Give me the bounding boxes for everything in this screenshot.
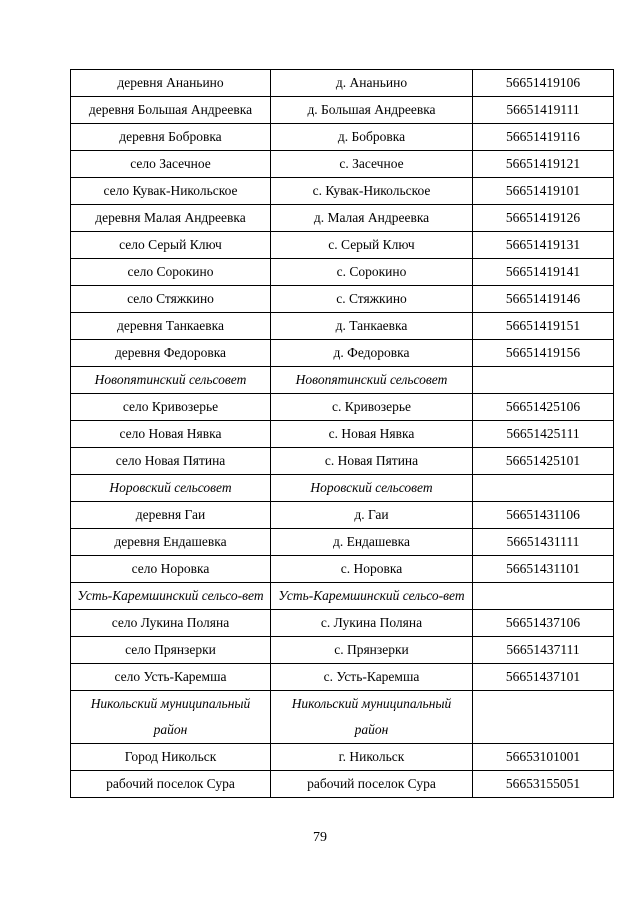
short-name-cell: д. Федоровка xyxy=(271,340,473,367)
name-cell: село Норовка xyxy=(71,556,271,583)
table-row xyxy=(71,744,614,771)
name-cell: деревня Бобровка xyxy=(71,124,271,151)
code-cell: 56651425111 xyxy=(473,421,614,448)
name-cell: село Кувак-Никольское xyxy=(71,178,271,205)
name-cell: Норовский сельсовет xyxy=(71,475,271,502)
code-cell: 56651419116 xyxy=(473,124,614,151)
table-row xyxy=(71,637,614,664)
code-cell xyxy=(473,475,614,502)
short-name-cell: с. Серый Ключ xyxy=(271,232,473,259)
code-cell: 56651419131 xyxy=(473,232,614,259)
short-name-cell: с. Усть-Каремша xyxy=(271,664,473,691)
name-cell: деревня Малая Андреевка xyxy=(71,205,271,232)
name-cell: село Кривозерье xyxy=(71,394,271,421)
code-cell: 56651419106 xyxy=(473,70,614,97)
table-row xyxy=(71,421,614,448)
short-name-cell: с. Кривозерье xyxy=(271,394,473,421)
short-name-cell: с. Стяжкино xyxy=(271,286,473,313)
name-cell: Город Никольск xyxy=(71,744,271,771)
name-cell: село Новая Пятина xyxy=(71,448,271,475)
code-cell: 56651431106 xyxy=(473,502,614,529)
short-name-cell: с. Засечное xyxy=(271,151,473,178)
name-cell: рабочий поселок Сура xyxy=(71,771,271,798)
code-cell: 56651419126 xyxy=(473,205,614,232)
settlement-table xyxy=(70,69,614,798)
table-row xyxy=(71,70,614,97)
short-name-cell: с. Кувак-Никольское xyxy=(271,178,473,205)
table-row xyxy=(71,340,614,367)
name-cell: деревня Ендашевка xyxy=(71,529,271,556)
code-cell: 56651431111 xyxy=(473,529,614,556)
table-row xyxy=(71,529,614,556)
table-row xyxy=(71,286,614,313)
name-cell: деревня Ананьино xyxy=(71,70,271,97)
short-name-cell: д. Ананьино xyxy=(271,70,473,97)
short-name-cell: д. Ендашевка xyxy=(271,529,473,556)
name-cell: село Сорокино xyxy=(71,259,271,286)
short-name-cell: с. Сорокино xyxy=(271,259,473,286)
name-cell: село Засечное xyxy=(71,151,271,178)
short-name-cell: д. Бобровка xyxy=(271,124,473,151)
short-name-cell: Норовский сельсовет xyxy=(271,475,473,502)
name-cell: село Усть-Каремша xyxy=(71,664,271,691)
table-row xyxy=(71,771,614,798)
name-cell: Усть-Каремшинский сельсо-вет xyxy=(71,583,271,610)
short-name-cell: д. Большая Андреевка xyxy=(271,97,473,124)
short-name-cell: с. Прянзерки xyxy=(271,637,473,664)
code-cell: 56651419121 xyxy=(473,151,614,178)
table-row xyxy=(71,556,614,583)
code-cell: 56651419141 xyxy=(473,259,614,286)
code-cell xyxy=(473,691,614,744)
table-row xyxy=(71,178,614,205)
section-row xyxy=(71,367,614,394)
short-name-cell: с. Норовка xyxy=(271,556,473,583)
table-row xyxy=(71,664,614,691)
short-name-cell: Новопятинский сельсовет xyxy=(271,367,473,394)
section-row xyxy=(71,475,614,502)
code-cell: 56653155051 xyxy=(473,771,614,798)
code-cell xyxy=(473,583,614,610)
name-cell: деревня Федоровка xyxy=(71,340,271,367)
code-cell: 56651419156 xyxy=(473,340,614,367)
table-row xyxy=(71,259,614,286)
page-number: 79 xyxy=(313,830,327,845)
table-row xyxy=(71,97,614,124)
short-name-cell: с. Лукина Поляна xyxy=(271,610,473,637)
short-name-cell: с. Новая Нявка xyxy=(271,421,473,448)
short-name-cell: Никольский муниципальный район xyxy=(271,691,473,744)
code-cell: 56651419101 xyxy=(473,178,614,205)
code-cell: 56651437101 xyxy=(473,664,614,691)
short-name-cell: с. Новая Пятина xyxy=(271,448,473,475)
code-cell: 56651437111 xyxy=(473,637,614,664)
table-row xyxy=(71,124,614,151)
table-body xyxy=(71,70,614,798)
short-name-cell: Усть-Каремшинский сельсо-вет xyxy=(271,583,473,610)
code-cell: 56651425106 xyxy=(473,394,614,421)
table-row xyxy=(71,205,614,232)
short-name-cell: г. Никольск xyxy=(271,744,473,771)
code-cell: 56653101001 xyxy=(473,744,614,771)
code-cell: 56651419146 xyxy=(473,286,614,313)
name-cell: Никольский муниципальный район xyxy=(71,691,271,744)
name-cell: село Лукина Поляна xyxy=(71,610,271,637)
code-cell: 56651431101 xyxy=(473,556,614,583)
name-cell: деревня Большая Андреевка xyxy=(71,97,271,124)
code-cell: 56651419151 xyxy=(473,313,614,340)
table-row xyxy=(71,502,614,529)
short-name-cell: д. Гаи xyxy=(271,502,473,529)
name-cell: Новопятинский сельсовет xyxy=(71,367,271,394)
short-name-cell: рабочий поселок Сура xyxy=(271,771,473,798)
name-cell: село Прянзерки xyxy=(71,637,271,664)
name-cell: деревня Танкаевка xyxy=(71,313,271,340)
table-row xyxy=(71,313,614,340)
code-cell xyxy=(473,367,614,394)
name-cell: село Стяжкино xyxy=(71,286,271,313)
name-cell: село Серый Ключ xyxy=(71,232,271,259)
code-cell: 56651437106 xyxy=(473,610,614,637)
code-cell: 56651419111 xyxy=(473,97,614,124)
section-row xyxy=(71,691,614,744)
code-cell: 56651425101 xyxy=(473,448,614,475)
section-row xyxy=(71,583,614,610)
short-name-cell: д. Малая Андреевка xyxy=(271,205,473,232)
short-name-cell: д. Танкаевка xyxy=(271,313,473,340)
table-row xyxy=(71,151,614,178)
table-row xyxy=(71,394,614,421)
name-cell: деревня Гаи xyxy=(71,502,271,529)
table-row xyxy=(71,232,614,259)
table-row xyxy=(71,448,614,475)
table-row xyxy=(71,610,614,637)
name-cell: село Новая Нявка xyxy=(71,421,271,448)
